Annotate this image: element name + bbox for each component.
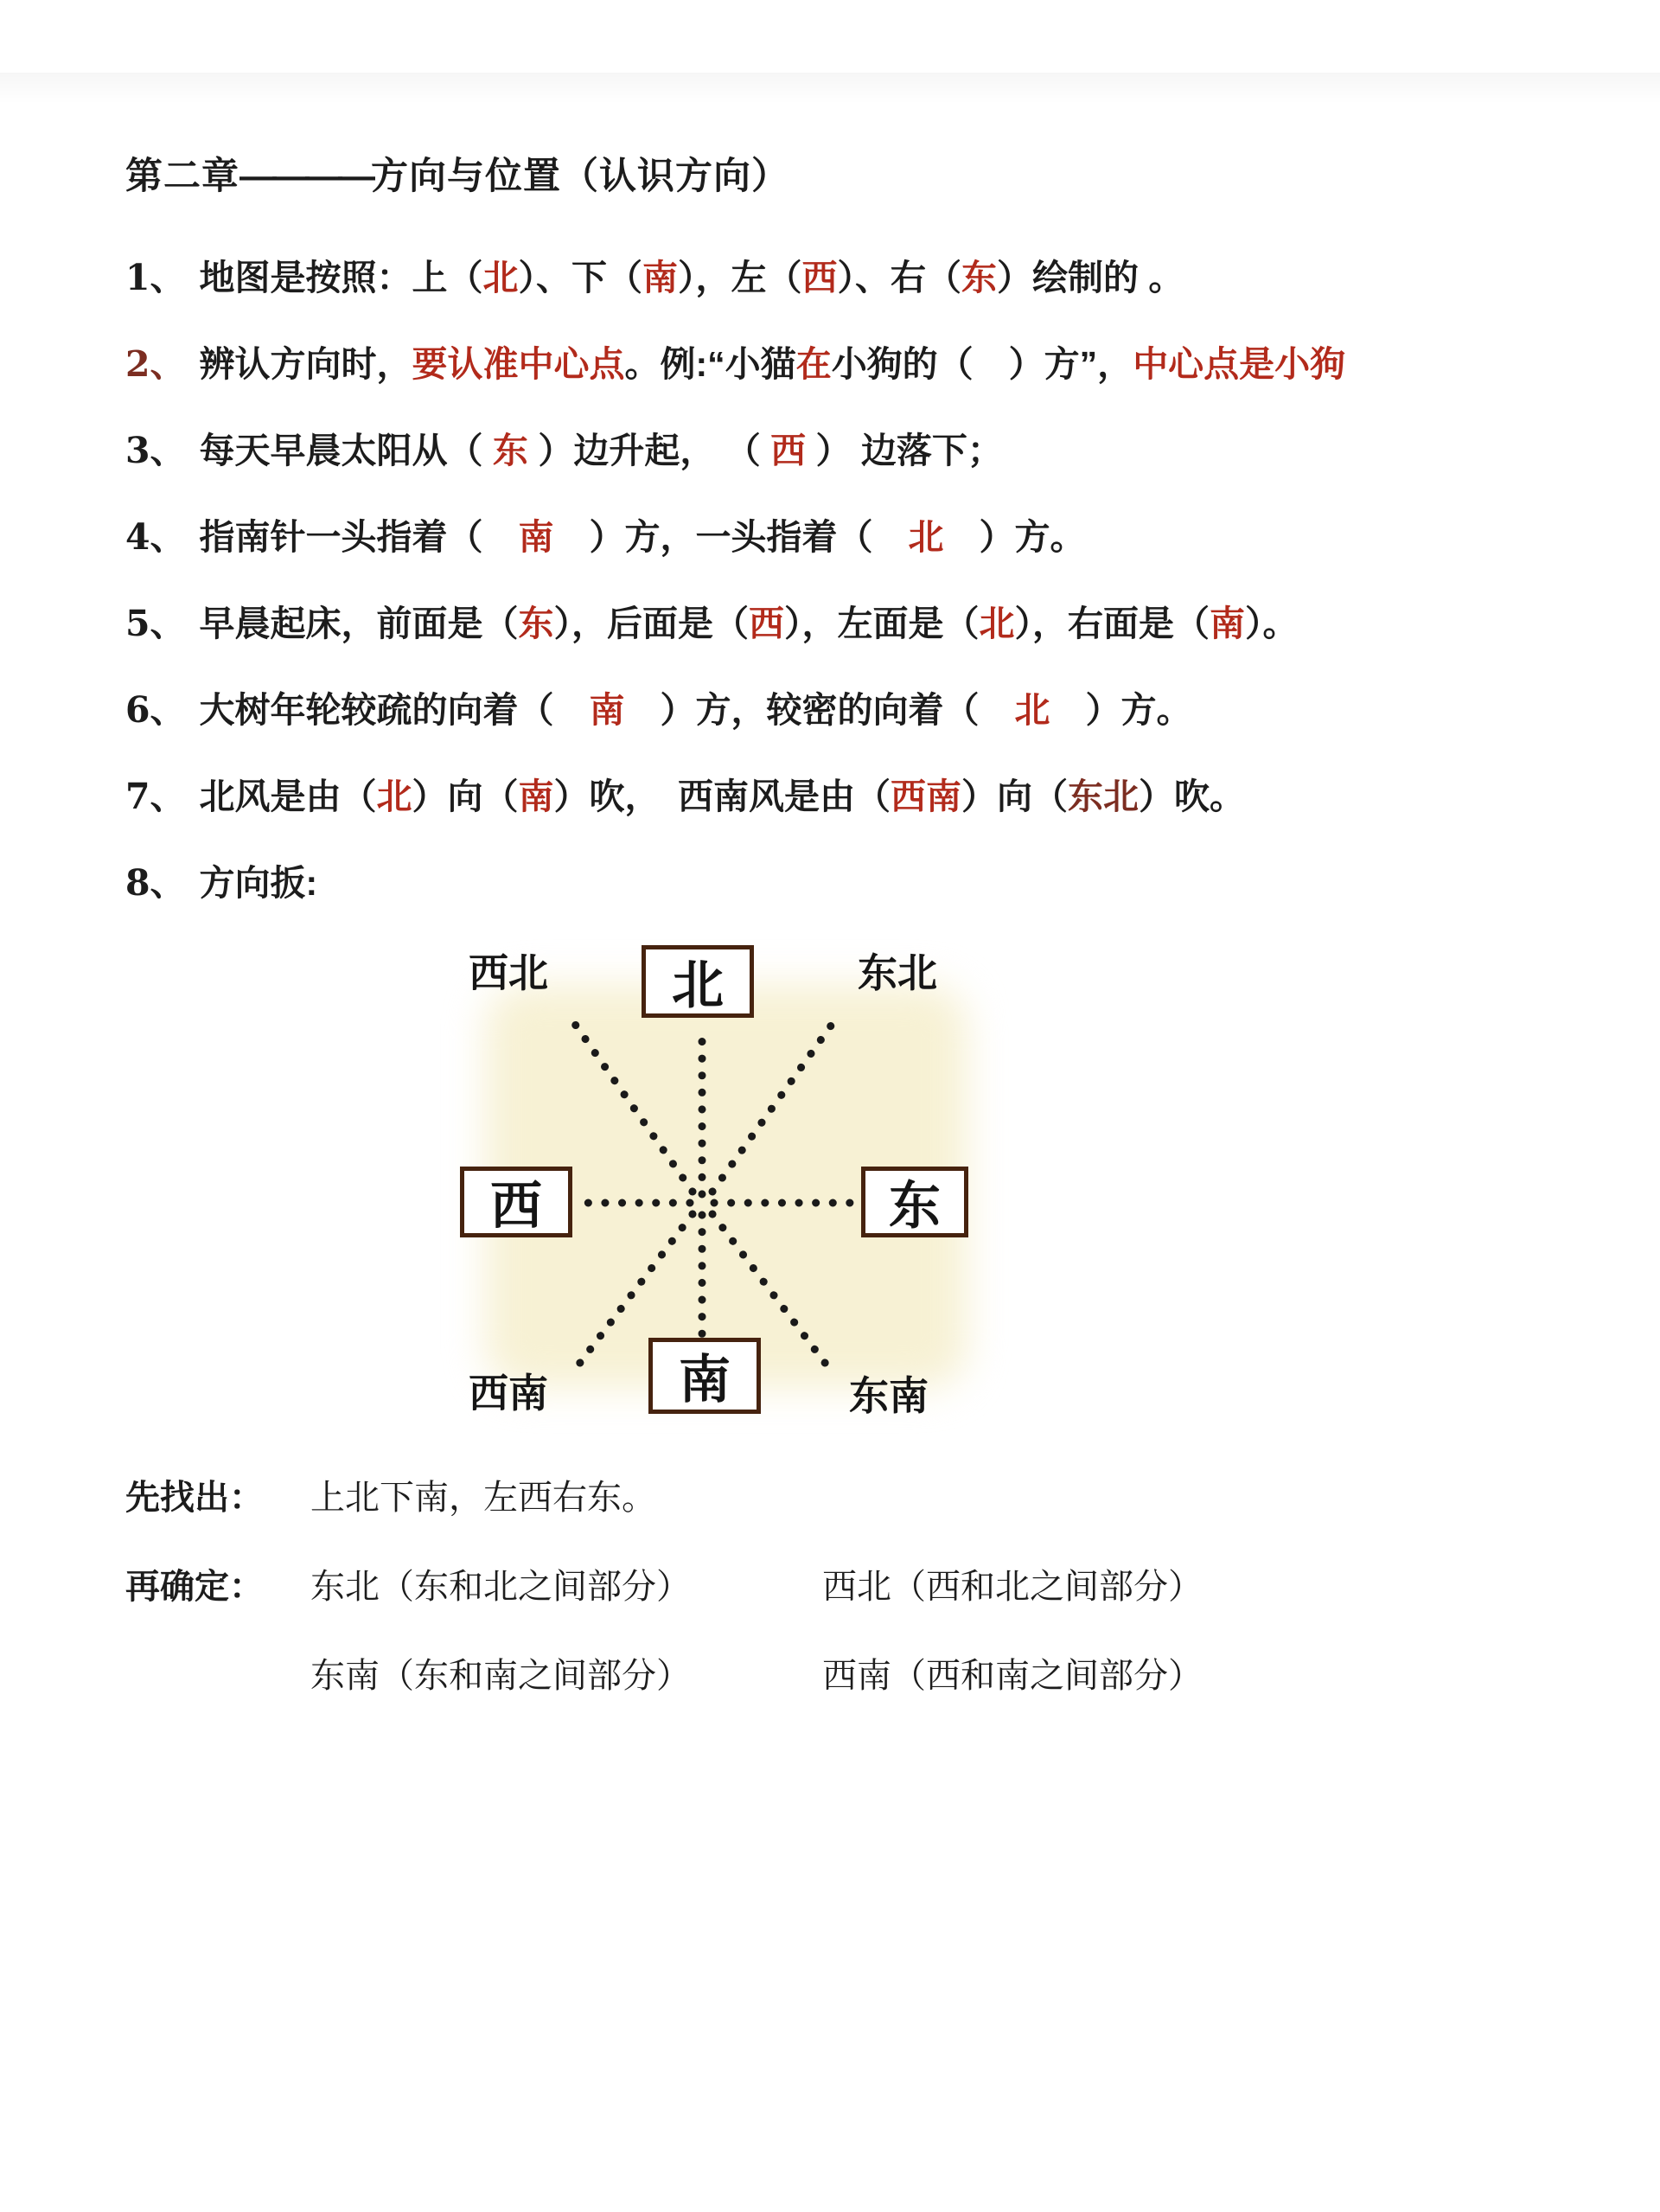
- text-segment: 每天早晨太阳从（: [199, 430, 493, 470]
- find-text: 上北下南，左西右东。: [310, 1479, 656, 1517]
- text-segment: ）方。: [943, 516, 1086, 557]
- text-segment: ）向（: [412, 776, 519, 816]
- statement-line: [125, 836, 1660, 923]
- west-label: 西: [490, 1176, 542, 1237]
- confirm-item: 东南（东和南之间部分）: [310, 1657, 691, 1695]
- find-row: [125, 1450, 1660, 1539]
- line-number: 6、: [125, 688, 186, 731]
- text-segment: 指南针一头指着（: [199, 516, 519, 557]
- text-segment: ）方，较密的向着（: [624, 689, 1015, 730]
- title-text: 方向与位置（认识方向）: [371, 156, 789, 197]
- east-label: 东: [889, 1176, 941, 1237]
- text-segment: 北: [908, 516, 944, 557]
- line-number: 2、: [125, 342, 186, 385]
- confirm-item: 西南（西和南之间部分）: [822, 1657, 1203, 1695]
- text-segment: 中心点是小狗: [1133, 343, 1346, 384]
- text-segment: 方向扳:: [199, 862, 318, 903]
- text-segment: 在: [795, 343, 832, 384]
- text-segment: ） 边落下；: [806, 430, 1003, 470]
- text-segment: 北: [482, 257, 519, 297]
- text-segment: ）方，一头指着（: [553, 516, 909, 557]
- title-dash: ————: [239, 156, 371, 197]
- text-segment: 南: [642, 257, 679, 297]
- text-segment: 北风是由（: [199, 776, 377, 816]
- text-segment: 南: [518, 516, 554, 557]
- statement-line: [125, 750, 1660, 836]
- statement-list: [125, 231, 1660, 923]
- text-segment: 北: [376, 776, 412, 816]
- text-segment: 小狗的（ ）方”，: [831, 343, 1133, 384]
- south-label: 南: [679, 1350, 731, 1410]
- confirm-item: 东北（东和北之间部分）: [310, 1568, 691, 1606]
- text-segment: ）绘制的 。: [997, 257, 1184, 297]
- text-segment: 东: [961, 257, 998, 297]
- text-segment: 地图是按照：上（: [199, 257, 483, 297]
- northeast-label: 东北: [858, 949, 937, 996]
- east-box: [861, 1167, 968, 1237]
- north-label: 北: [672, 956, 724, 1016]
- southeast-label: 东南: [849, 1372, 929, 1419]
- text-segment: 南: [1210, 603, 1246, 643]
- statement-line: [125, 317, 1660, 404]
- west-box: [460, 1167, 572, 1237]
- statement-line: [125, 490, 1660, 577]
- line-number: 7、: [125, 775, 186, 817]
- text-segment: 南: [589, 689, 625, 730]
- south-box: [648, 1338, 761, 1414]
- text-segment: 东: [518, 603, 554, 643]
- confirm-row-2: [125, 1628, 1660, 1717]
- summary-section: [125, 1450, 1660, 1717]
- confirm-item: 西北（西和北之间部分）: [822, 1568, 1203, 1606]
- text-segment: ）吹。: [1139, 776, 1246, 816]
- text-segment: 北: [1014, 689, 1050, 730]
- text-segment: 辨认方向时，: [199, 343, 412, 384]
- text-segment: 东北: [1068, 776, 1140, 816]
- text-segment: 要认准中心点: [412, 343, 625, 384]
- text-segment: ），右面是（: [1014, 603, 1210, 643]
- text-segment: ）、右（: [837, 257, 962, 297]
- text-segment: ）、下（: [518, 257, 643, 297]
- southwest-label: 西南: [469, 1370, 548, 1416]
- text-segment: 西: [801, 257, 838, 297]
- text-segment: 大树年轮较疏的向着（: [199, 689, 590, 730]
- north-box: [642, 945, 754, 1018]
- text-segment: ），左面是（: [784, 603, 980, 643]
- chapter-label: 第二章: [125, 156, 239, 197]
- text-segment: ）方。: [1050, 689, 1192, 730]
- text-segment: ），后面是（: [553, 603, 750, 643]
- line-number: 3、: [125, 429, 186, 471]
- confirm-row-1: [125, 1539, 1660, 1628]
- text-segment: 西: [770, 430, 807, 470]
- text-segment: ）向（: [961, 776, 1069, 816]
- statement-line: [125, 404, 1660, 490]
- page-title: [125, 147, 1660, 200]
- text-segment: 西南: [891, 776, 962, 816]
- confirm-label: 再确定：: [125, 1568, 264, 1606]
- text-segment: 。例:“小猫: [624, 343, 796, 384]
- statement-line: [125, 577, 1660, 663]
- compass-diagram: [389, 917, 1063, 1436]
- text-segment: ），左（: [678, 257, 802, 297]
- text-segment: ）。: [1245, 603, 1299, 643]
- text-segment: 西: [749, 603, 785, 643]
- statement-line: [125, 231, 1660, 317]
- text-segment: 东: [492, 430, 528, 470]
- text-segment: ）吹， 西南风是由（: [553, 776, 891, 816]
- line-number: 8、: [125, 861, 186, 904]
- line-number: 5、: [125, 602, 186, 644]
- find-label: 先找出：: [125, 1479, 264, 1517]
- line-number: 1、: [125, 256, 186, 298]
- text-segment: 南: [518, 776, 554, 816]
- text-segment: 北: [979, 603, 1015, 643]
- line-number: 4、: [125, 515, 186, 558]
- text-segment: 早晨起床，前面是（: [199, 603, 519, 643]
- northwest-label: 西北: [469, 949, 548, 996]
- statement-line: [125, 663, 1660, 750]
- text-segment: ）边升起， （: [527, 430, 771, 470]
